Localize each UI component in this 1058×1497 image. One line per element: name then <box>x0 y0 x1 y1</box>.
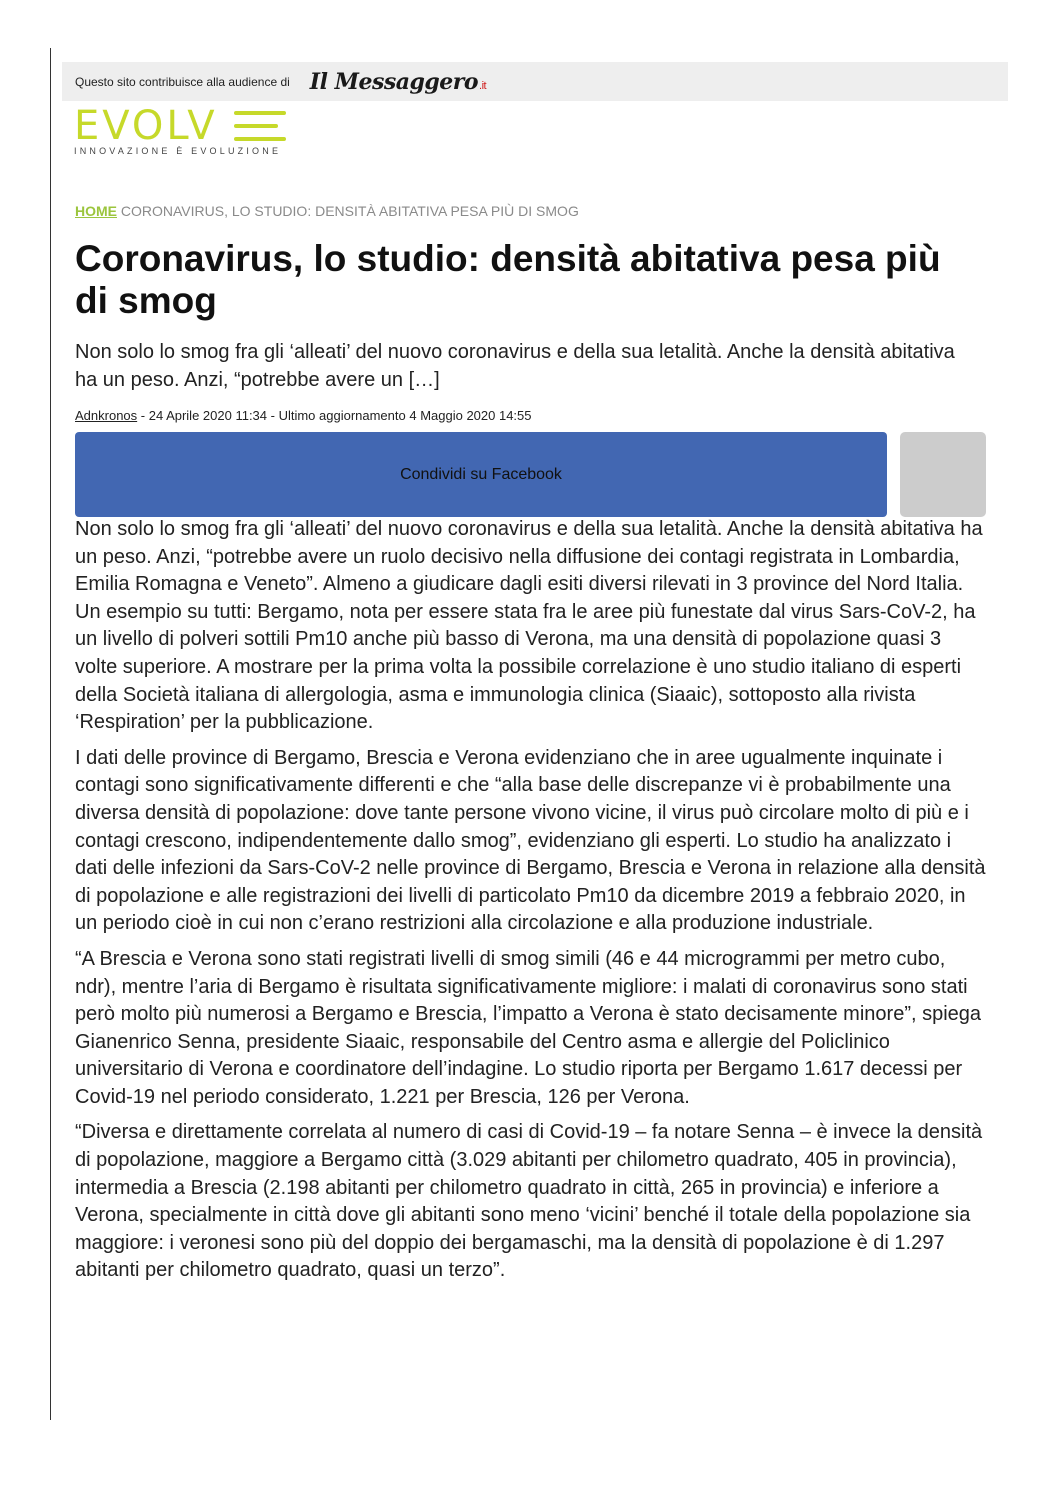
article-meta <box>75 408 532 423</box>
breadcrumb <box>75 203 579 219</box>
breadcrumb-current: CORONAVIRUS, LO STUDIO: DENSITÀ ABITATIVA PESA PIÙ DI SMOG <box>120 203 579 219</box>
article-title: Coronavirus, lo studio: densità abitativa pesa più di smog <box>75 238 941 321</box>
audience-text: Questo sito contribuisce alla audience di <box>75 74 290 89</box>
logo-word: EVOLV <box>74 103 218 149</box>
evolve-logo[interactable] <box>74 103 289 158</box>
article-paragraph: “A Brescia e Verona sono stati registrati livelli di smog simili (46 e 44 microgrammi per metro cubo, ndr), mentre l’aria di Bergamo è risultata significativamente migliore: i malati di coronavirus sono stati però molto più numerosi a Bergamo e Brescia, l’impatto a Verona è stato decisamente minore”, spiega Gianenrico Senna, presidente Siaaic, responsabile del Centro asma e allergie del Policlinico universitario di Verona e coordinatore dell’indagine. Lo studio riporta per Bergamo 1.617 decessi per Covid-19 nel periodo considerato, 1.221 per Brescia, 126 per Verona. <box>75 947 982 1108</box>
logo-e-icon <box>234 111 286 141</box>
article-excerpt: Non solo lo smog fra gli ‘alleati’ del nuovo coronavirus e della sua letalità. Anche la densità abitativa ha un peso. Anzi, “potrebbe avere un […] <box>75 341 955 391</box>
share-more-button[interactable] <box>900 432 986 517</box>
article-paragraph: “Diversa e direttamente correlata al numero di casi di Covid-19 – fa notare Senna – è invece la densità di popolazione, maggiore a Bergamo città (3.029 abitanti per chilometro quadrato, 405 in provincia), intermedia a Brescia (2.198 abitanti per chilometro quadrato in città, 265 in provincia) e inferiore a Verona, specialmente in città dove gli abitanti sono meno ‘vicini’ benché il totale della popolazione sia maggiore: i veronesi sono più del doppio dei bergamaschi, ma la densità di popolazione è di 1.297 abitanti per chilometro quadrato, quasi un terzo”. <box>75 1121 983 1282</box>
share-facebook-button[interactable] <box>75 432 887 517</box>
share-facebook-label: Condividi su Facebook <box>400 465 562 483</box>
article-paragraph: Non solo lo smog fra gli ‘alleati’ del nuovo coronavirus e della sua letalità. Anche la densità abitativa ha un peso. Anzi, “potrebbe avere un ruolo decisivo nella diffusione dei contagi registrata in Lombardia, Emilia Romagna e Veneto”. Almeno a giudicare dagli esiti diversi rilevati in 3 province del Nord Italia. Un esempio su tutti: Bergamo, nota per essere stata fra le aree più funestate dal virus Sars-CoV-2, ha un livello di polveri sottili Pm10 anche più basso di Verona, ma una densità di popolazione quasi 3 volte superiore. A mostrare per la prima volta la possibile correlazione è uno studio italiano di esperti della Società italiana di allergologia, asma e immunologia clinica (Siaaic), sottoposto alla rivista ‘Respiration’ per la pubblicazione. <box>75 518 983 734</box>
audience-bar <box>62 62 1008 101</box>
il-messaggero-tld: .it <box>479 79 487 92</box>
logo-tagline: INNOVAZIONE È EVOLUZIONE <box>74 146 282 156</box>
breadcrumb-home-link[interactable]: HOME <box>75 203 117 219</box>
article-body <box>75 516 987 1293</box>
left-border-line <box>50 48 51 1420</box>
article-paragraph: I dati delle province di Bergamo, Brescia e Verona evidenziano che in aree ugualmente inquinate i contagi sono significativamente differenti e che “alla base delle discrepanze vi è probabilmente una diversa densità di popolazione: dove tante persone vivono vicine, il virus può circolare molto di più e i contagi crescono, indipendentemente dallo smog”, evidenziano gli esperti. Lo studio ha analizzato i dati delle infezioni da Sars-CoV-2 nelle province di Bergamo, Brescia e Verona in relazione alla densità di popolazione e alle registrazioni dei livelli di particolato Pm10 da dicembre 2019 a febbraio 2020, in un periodo cioè in cui non c’erano restrizioni alla circolazione e alla produzione industriale. <box>75 746 986 935</box>
article-dates: - 24 Aprile 2020 11:34 - Ultimo aggiornamento 4 Maggio 2020 14:55 <box>137 408 532 423</box>
author-link[interactable]: Adnkronos <box>75 408 138 423</box>
il-messaggero-logo-link[interactable] <box>310 69 486 95</box>
il-messaggero-logo: Il Messaggero <box>309 68 479 95</box>
